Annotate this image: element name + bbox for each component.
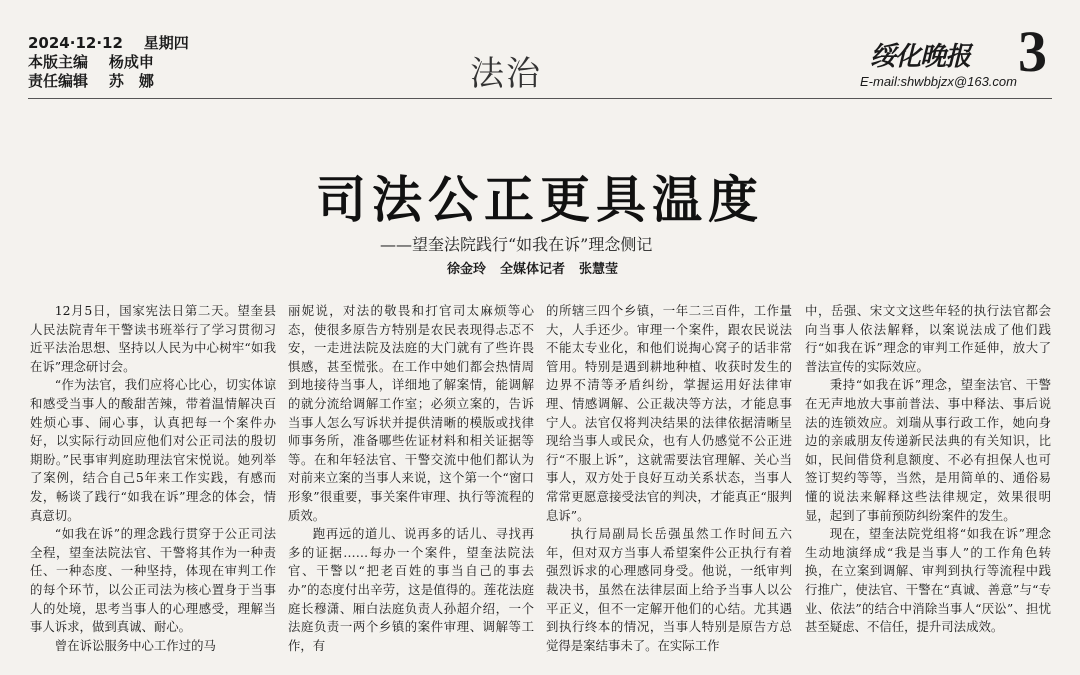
paragraph: 曾在诉讼服务中心工作过的马 xyxy=(54,637,216,653)
editor-label: 本版主编 xyxy=(28,53,89,71)
paragraph: 丽妮说，对法的敬畏和打官司太麻烦等心态，使很多原告方特别是农民表现得忐忑不安，一走进法院及法庭的大门就有了些许畏惧感，甚至慌张。在工作中她们都会热情周到地接待当事人，详细地了解案情，能调解的就分流给调解工作室；必须立案的，告诉当事人怎么写诉状并提供清晰的模版或找律师事务所，准备哪些佐证材料和相关证据等等。在和年轻法官、干警交流中他们都认为对前来立案的当事人来说，这个第一个“窗口形象”很重要，事关案件审理、执行等流程的质效。 xyxy=(288,303,534,523)
duty-name: 苏 娜 xyxy=(108,72,154,90)
paragraph: 12月5日，国家宪法日第二天。望奎县人民法院青年干警读书班举行了学习贯彻习近平法治思想、坚持以人民为中心树牢“如我在诉”理念研讨会。 xyxy=(30,303,276,374)
author-2: 张慧莹 xyxy=(579,262,619,277)
date: 2024·12·12 xyxy=(28,34,123,52)
editor-name: 杨成申 xyxy=(108,53,154,71)
page-number: 3 xyxy=(1018,19,1047,84)
article-subtitle: ——望奎法院践行“如我在诉”理念侧记 xyxy=(380,235,653,254)
column-1 xyxy=(30,302,276,675)
byline xyxy=(447,258,632,277)
paragraph: “作为法官，我们应将心比心，切实体谅和感受当事人的酸甜苦辣，带着温情解决百姓烦心事、闹心事，认真把每一个案件办好，以实际行动回应他们对公正司法的殷切期盼。”民事审判庭助理法官宋悦说。她列举了案例，结合自己5年来工作实践，有感而发，畅谈了践行“如我在诉”理念的体会，情真意切。 xyxy=(30,377,276,523)
header-info xyxy=(28,34,189,91)
paragraph: 执行局副局长岳强虽然工作时间五六年，但对双方当事人希望案件公正执行有着强烈诉求的心理感同身受。他说，一纸审判裁决书，虽然在法律层面上给予当事人以公平正义，但不一定解开他们的心结。尤其遇到执行终本的情况，当事人特别是原告方总觉得是案结事未了。在实际工作 xyxy=(546,526,792,653)
article-title: 司法公正更具温度 xyxy=(316,170,764,229)
paragraph: “如我在诉”的理念践行贯穿于公正司法全程，望奎法院法官、干警将其作为一种责任、一种态度、一种坚持，体现在审判工作的每个环节，以公正司法为核心置身于当事人的处境，思考当事人的心理感受，理解当事人诉求，做到真诚、耐心。 xyxy=(30,526,276,635)
weekday: 星期四 xyxy=(143,34,189,52)
header-divider xyxy=(28,98,1052,99)
column-4 xyxy=(805,302,1051,675)
paragraph: 跑再远的道儿、说再多的话儿、寻找再多的证据……每办一个案件，望奎法院法官、干警以“把老百姓的事当自己的事去办”的态度付出辛劳，这是值得的。莲花法庭庭长穆潇、厢白法庭负责人孙超介绍，一个法庭负责一两个乡镇的案件审理、调解等工作，有 xyxy=(288,526,534,653)
column-2 xyxy=(288,302,534,675)
paragraph: 秉持“如我在诉”理念，望奎法官、干警在无声地放大事前普法、事中释法、事后说法的连锁效应。刘瑞从事行政工作，她向身边的亲戚朋友传递新民法典的有关知识，比如，民间借贷利息额度、不必有担保人也可签订契约等等，当然，是用简单的、通俗易懂的说法来解释这些法律规定，效果很明显，起到了事前预防纠纷案件的发生。 xyxy=(805,377,1051,523)
author-1: 徐金玲 xyxy=(447,262,487,277)
author-label: 全媒体记者 xyxy=(500,262,566,277)
column-3 xyxy=(546,302,792,675)
paragraph: 现在，望奎法院党组将“如我在诉”理念生动地演绎成“我是当事人”的工作角色转换，在立案到调解、审判到执行等流程中践行推广，使法官、干警在“真诚、善意”与“专业、依法”的结合中消除当事人“厌讼”、担忧甚至疑虑、不信任，提升司法成效。 xyxy=(805,526,1051,635)
duty-label: 责任编辑 xyxy=(28,72,89,90)
contact-email: E-mail:shwbbjzx@163.com xyxy=(860,74,1017,89)
masthead-logo: 绥化晚报 xyxy=(870,42,971,72)
paragraph: 的所辖三四个乡镇，一年二三百件，工作量大，人手还少。审理一个案件，跟农民说法不能太专业化，和他们说掏心窝子的话非常管用。特别是遇到耕地种植、收获时发生的边界不清等矛盾纠纷，掌握运用好法律审理、情感调解、公正裁决等方法，才能息事宁人。法官仅将判决结果的法律依据清晰呈现给当事人或民众，也有人仍感觉不公正进行“不服上诉”，这就需要法官理解、关心当事人，双方处于良好互动关系状态，当事人常常更愿意接受法官的判决，才能真正“服判息诉”。 xyxy=(546,303,792,523)
section-title: 法治 xyxy=(470,54,542,94)
paragraph: 中，岳强、宋文文这些年轻的执行法官都会向当事人依法解释，以案说法成了他们践行“如我在诉”理念的审判工作延伸，放大了普法宣传的实际效应。 xyxy=(805,303,1051,374)
